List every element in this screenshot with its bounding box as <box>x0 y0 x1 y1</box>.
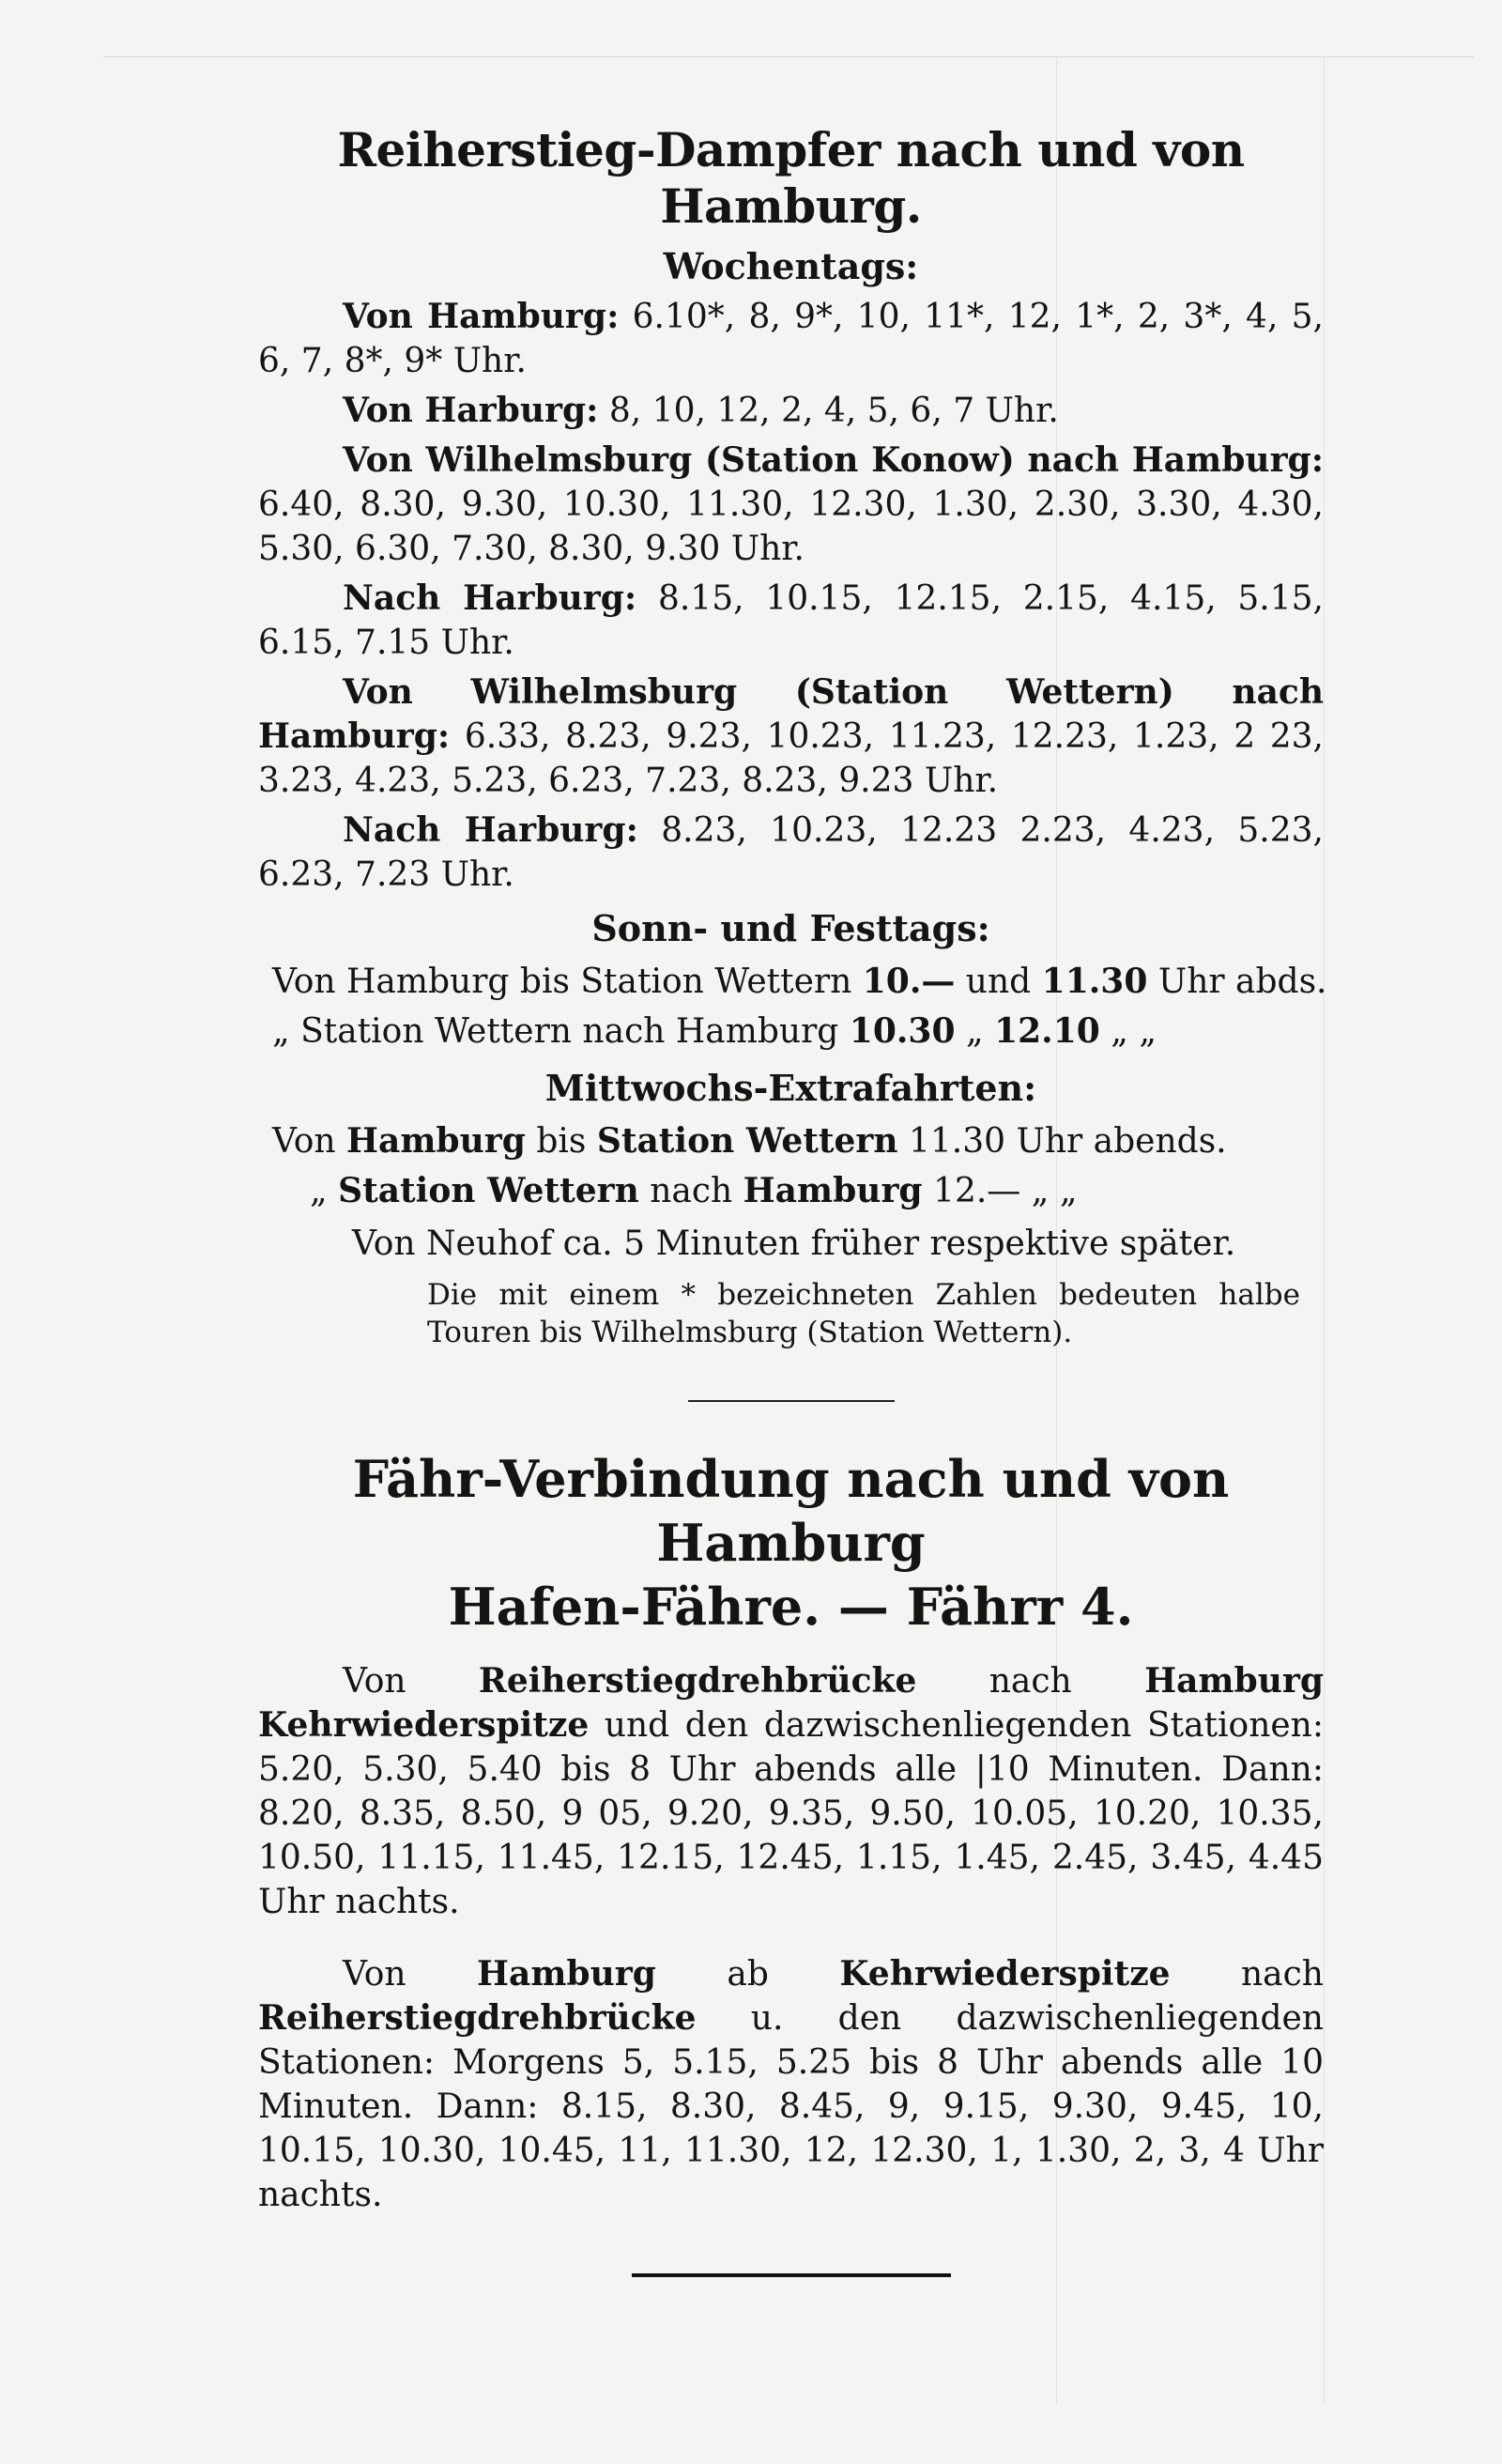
bleed-through-rule <box>103 56 1474 57</box>
schedule-times: 6.33, 8.23, 9.23, 10.23, 11.23, 12.23, 1.23, 2 23, 3.23, 4.23, 5.23, 6.23, 7.23, 8.23, 9.23 Uhr. <box>258 717 1324 800</box>
holiday-row <box>258 957 1327 1007</box>
row-text: Von Hamburg bis Station Wettern <box>272 962 863 1001</box>
row-text: Von <box>272 1122 346 1161</box>
schedule-line <box>258 808 1324 897</box>
schedule-line <box>258 577 1324 665</box>
schedule-times: 8, 10, 12, 2, 4, 5, 6, 7 Uhr. <box>598 392 1059 430</box>
wednesday-heading: Mittwochs-Extrafahrten: <box>544 1067 1037 1109</box>
para-place: Hamburg <box>477 1954 656 1994</box>
row-text: nach <box>638 1172 743 1210</box>
schedule-label: Von Wilhelmsburg (Station Konow) nach Hamburg: <box>343 440 1324 480</box>
reiherstieg-title: Reiherstieg-Dampfer nach und von Hamburg. <box>337 122 1245 234</box>
row-text: 12.— „ „ <box>922 1172 1078 1210</box>
schedule-label: Von Hamburg: <box>343 297 620 336</box>
neuhof-note: Von Neuhof ca. 5 Minuten früher respektive später. <box>352 1224 1236 1263</box>
para-text: u. den dazwischenliegenden Stationen: Morgens 5, 5.15, 5.25 bis 8 Uhr abends alle 10 Minuten. Dann: 8.15, 8.30, 8.45, 9, 9.15, 9.30, 9.45, 10, 10.15, 10.30, 10.45, 11, 11.30, 12, 12.30, 1, 1.30, 2, 3, 4 Uhr nachts. <box>258 1999 1324 2214</box>
schedule-line <box>258 670 1324 803</box>
faehr-paragraph <box>258 1952 1324 2217</box>
row-place: Station Wettern <box>596 1121 898 1161</box>
para-place: Reiherstiegdrehbrücke <box>478 1661 917 1701</box>
schedule-label: Von Harburg: <box>343 391 599 430</box>
para-text: nach <box>916 1662 1145 1701</box>
para-text: nach <box>1170 1955 1324 1994</box>
row-text: „ „ <box>1099 1012 1157 1051</box>
weekdays-heading: Wochentags: <box>663 245 919 287</box>
row-text: „ <box>310 1172 339 1210</box>
row-time: 11.30 <box>1041 962 1148 1001</box>
row-text: Uhr abds. <box>1147 962 1327 1001</box>
schedule-times: 8.15, 10.15, 12.15, 2.15, 4.15, 5.15, 6.15, 7.15 Uhr. <box>258 579 1324 662</box>
row-text: 11.30 Uhr abends. <box>897 1122 1227 1161</box>
wednesday-row <box>258 1166 1324 1216</box>
row-place: Hamburg <box>743 1171 923 1210</box>
bleed-through-column-line <box>1324 56 1325 2404</box>
end-divider <box>632 2273 951 2277</box>
row-text: bis <box>525 1122 597 1161</box>
para-text: und den dazwischenliegenden Stationen: 5.20, 5.30, 5.40 bis 8 Uhr abends alle |10 Minuten. Dann: 8.20, 8.35, 8.50, 9 05, 9.20, 9.35, 9.50, 10.05, 10.20, 10.35, 10.50, 11.15, 11.45, 12.15, 12.45, 1.15, 1.45, 2.45, 3.45, 4.45 Uhr nachts. <box>258 1706 1324 1921</box>
row-text: „ <box>955 1012 995 1051</box>
faehr-paragraph <box>258 1659 1324 1924</box>
holidays-heading: Sonn- und Festtags: <box>591 907 990 949</box>
row-place: Hamburg <box>346 1121 526 1161</box>
para-place: Hamburg Kehrwiederspitze <box>258 1661 1325 1745</box>
schedule-line <box>258 389 1324 433</box>
para-place: Kehrwiederspitze <box>839 1954 1171 1994</box>
page-content <box>258 122 1327 2277</box>
para-text: Von <box>343 1955 477 1994</box>
schedule-times: 6.10*, 8, 9*, 10, 11*, 12, 1*, 2, 3*, 4, 5, 6, 7, 8*, 9* Uhr. <box>258 298 1324 380</box>
row-text: „ Station Wettern nach Hamburg <box>272 1012 850 1051</box>
row-place: Station Wettern <box>338 1171 639 1210</box>
schedule-line <box>258 439 1324 571</box>
schedule-times: 8.23, 10.23, 12.23 2.23, 4.23, 5.23, 6.23, 7.23 Uhr. <box>258 811 1324 894</box>
para-text: ab <box>655 1955 840 1994</box>
schedule-label: Von Wilhelmsburg (Station Wettern) nach Hamburg: <box>258 672 1324 756</box>
para-place: Reiherstiegdrehbrücke <box>258 1998 697 2038</box>
faehr-subtitle: Hafen-Fähre. — Fährr 4. <box>448 1577 1134 1637</box>
section-divider <box>688 1400 895 1402</box>
row-text: und <box>955 962 1042 1001</box>
row-time: 12.10 <box>994 1011 1100 1051</box>
faehr-title: Fähr-Verbindung nach und von Hamburg <box>352 1449 1230 1573</box>
row-time: 10.30 <box>849 1011 956 1051</box>
schedule-times: 6.40, 8.30, 9.30, 10.30, 11.30, 12.30, 1.30, 2.30, 3.30, 4.30, 5.30, 6.30, 7.30, 8.30, 9.30 Uhr. <box>258 485 1324 568</box>
schedule-line <box>258 295 1324 383</box>
holiday-row <box>258 1007 1324 1056</box>
schedule-label: Nach Harburg: <box>343 810 638 850</box>
footnote: Die mit einem * bezeichneten Zahlen bedeuten halbe Touren bis Wilhelmsburg (Station Wettern). <box>427 1278 1300 1349</box>
wednesday-row <box>258 1116 1324 1166</box>
row-time: 10.— <box>862 962 956 1001</box>
schedule-label: Nach Harburg: <box>343 578 637 618</box>
para-text: Von <box>343 1662 479 1701</box>
